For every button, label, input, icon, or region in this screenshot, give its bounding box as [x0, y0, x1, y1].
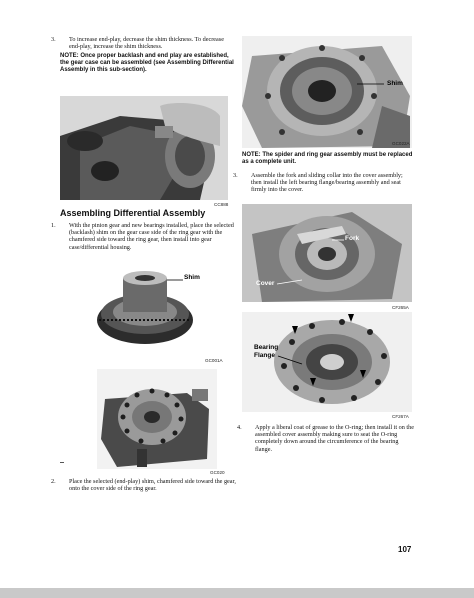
left-column-2 — [51, 208, 236, 251]
callout-cover: Cover — [256, 280, 275, 287]
housing-shim-illustration — [242, 36, 412, 148]
fork-cover-illustration — [242, 204, 412, 302]
divider-mark — [60, 462, 64, 463]
step-4-right: 4. Apply a liberal coat of grease to the O-ring; then install it on the assembled cover assembly making sure to seat the O-ring completely down around the circumference of the bearing flange. — [237, 424, 414, 453]
right-column-2 — [237, 424, 414, 453]
callout-shim-left: Shim — [184, 274, 200, 281]
section-heading: Assembling Differential Assembly — [60, 208, 206, 218]
housing-shim-photo — [242, 36, 412, 148]
note-spider-ring-gear: NOTE: The spider and ring gear assembly must be replaced as a complete unit. — [242, 152, 413, 165]
fig-code-gc001a: GC001A — [205, 358, 223, 363]
callout-bearing-line1: Bearing — [254, 344, 279, 351]
step-2-left: 2. Place the selected (end-play) shim, chamfered side toward the gear, onto the cover side of the ring gear. — [51, 478, 236, 493]
ring-gear-photo — [95, 262, 215, 362]
left-column-3 — [51, 478, 236, 493]
callout-fork: Fork — [345, 235, 360, 242]
viewer-bottom-bar — [0, 588, 474, 598]
fig-code-gc022a: GC022A — [392, 141, 410, 146]
fork-cover-photo — [242, 204, 412, 302]
right-column-1 — [233, 152, 414, 194]
fig-code-gc020: GC020 — [210, 470, 225, 475]
cover-assembly-photo — [97, 369, 217, 469]
fig-code-cf265a: CF265A — [392, 305, 409, 310]
fig-code-cc888: CC888 — [214, 202, 229, 207]
page-number: 107 — [398, 545, 412, 554]
bearing-flange-illustration — [242, 312, 412, 412]
callout-bearing-line2: Flange — [254, 352, 275, 359]
fig-code-cf267a: CF267A — [392, 414, 409, 419]
note-backlash: NOTE: Once proper backlash and end play are established, the gear case can be assembled (see Assembling Differential Assembly in this sub-section). — [60, 53, 234, 74]
callout-shim-right: Shim — [387, 80, 403, 87]
bearing-flange-photo — [242, 312, 412, 412]
cover-assembly-illustration — [97, 369, 217, 469]
gear-case-illustration — [60, 96, 228, 200]
step-1-left: 1. With the pinion gear and new bearings installed, place the selected (backlash) shim on the gear case side of the ring gear with the chamfered side toward the ring gear, then install into gear case/differential housing. — [51, 222, 234, 251]
callout-bearing-flange — [254, 344, 278, 360]
step-3-right: 3. Assemble the fork and sliding collar into the cover assembly; then install the left bearing flange/bearing assembly and seat firmly into the cover. — [233, 172, 403, 194]
gear-case-photo — [60, 96, 228, 200]
step-3-left: 3. To increase end-play, decrease the shim thickness. To decrease end-play, increase the shim thickness. — [51, 36, 224, 51]
left-column — [51, 36, 236, 74]
